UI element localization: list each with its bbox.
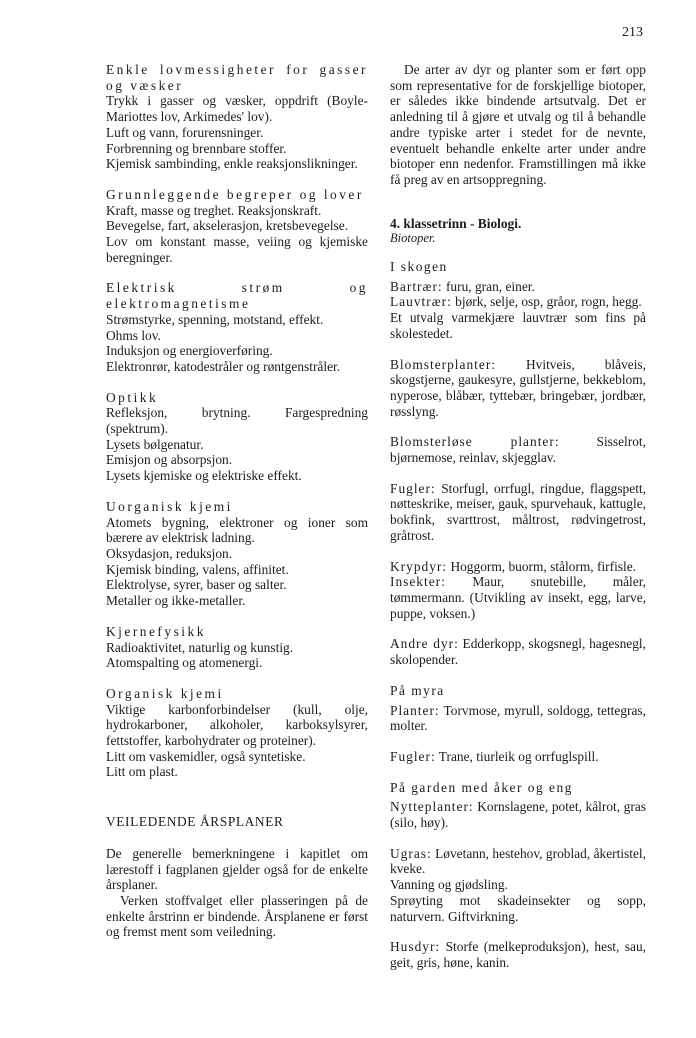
- species-group: [390, 749, 646, 765]
- species-group: [390, 357, 646, 420]
- topic-line: Metaller og ikke-metaller.: [106, 593, 246, 609]
- species-label: Fugler:: [390, 480, 436, 496]
- topic-line: Atomspalting og atomenergi.: [106, 655, 263, 671]
- plans-paragraph: De generelle bemerkningene i kapitlet om lærestoff i fagplanen gjelder også for de enkelte årsplaner.: [106, 845, 368, 893]
- topic-line: Induksjon og energioverføring.: [106, 343, 273, 359]
- biotope-heading: I skogen: [390, 259, 448, 275]
- species-line: [390, 846, 646, 877]
- topic-line: Strømstyrke, spenning, motstand, effekt.: [106, 311, 324, 327]
- topic-section: [106, 280, 368, 374]
- topic-section: [106, 686, 368, 780]
- species-line: [390, 636, 646, 667]
- species-label: Blomsterplanter:: [390, 356, 496, 372]
- right-column: [390, 62, 646, 986]
- topic-line: Litt om vaskemidler, også syntetiske.: [106, 748, 306, 764]
- species-group: [390, 799, 646, 830]
- section-heading: Organisk kjemi: [106, 685, 224, 701]
- species-line: [390, 799, 646, 830]
- biotope-heading: På myra: [390, 682, 445, 698]
- species-group: [390, 559, 646, 622]
- topic-line: Refleksjon, brytning. Fargespredning (spektrum).: [106, 405, 368, 437]
- topic-section: [106, 499, 368, 609]
- topic-line: Bevegelse, fart, akselerasjon, kretsbevegelse.: [106, 218, 349, 234]
- species-label: Husdyr:: [390, 939, 441, 955]
- topic-line: Atomets bygning, elektroner og ioner som bærere av elektrisk ladning.: [106, 514, 368, 546]
- species-line: [390, 939, 646, 970]
- species-text: Løvetann, hestehov, groblad, åkertistel, kveke.: [390, 845, 646, 877]
- species-label: Planter:: [390, 702, 440, 718]
- species-line: [390, 357, 646, 420]
- section-heading: Kjernefysikk: [106, 623, 206, 639]
- species-label: Nytteplanter:: [390, 799, 474, 815]
- topic-line: Kraft, masse og treghet. Reaksjonskraft.: [106, 202, 322, 218]
- section-heading: Enkle lovmessigheter for gasser og væsker: [106, 62, 368, 93]
- topic-line: Litt om plast.: [106, 764, 178, 780]
- species-label: Blomsterløse planter:: [390, 434, 560, 450]
- biotope-heading: På garden med åker og eng: [390, 779, 573, 795]
- topic-line: Elektronrør, katodestråler og røntgenstråler.: [106, 358, 341, 374]
- species-line: [390, 279, 646, 295]
- topic-section: [106, 187, 368, 266]
- species-label: Fugler:: [390, 748, 436, 764]
- species-line: [390, 877, 646, 893]
- species-group: [390, 636, 646, 667]
- species-text: Kornslagene, potet, kålrot, gras (silo, høy).: [390, 799, 646, 831]
- species-text: Vanning og gjødsling.: [390, 877, 508, 893]
- topic-line: Radioaktivitet, naturlig og kunstig.: [106, 639, 294, 655]
- species-text: Sisselrot, bjørnemose, reinlav, skjegglav.: [390, 434, 646, 466]
- topic-line: Trykk i gasser og væsker, oppdrift (Boyle-Mariottes lov, Arkimedes' lov).: [106, 93, 368, 125]
- topic-line: Oksydasjon, reduksjon.: [106, 545, 233, 561]
- intro-paragraph: De arter av dyr og planter som er ført opp som representative for de forskjellige biotoper, er således ikke bindende artsutvalg. Det er anledning til å gjøre et utvalg og til å behandle andre typiske arter i stedet for de nevnte, eventuelt behandle enkelte arter under andre biotoper enn nedenfor. Framstillingen må ikke få preg av en artsoppregning.: [390, 62, 646, 187]
- species-label: Krypdyr:: [390, 558, 448, 574]
- species-text: Torvmose, myrull, soldogg, tettegras, molter.: [390, 702, 646, 734]
- topic-line: Luft og vann, forurensninger.: [106, 124, 264, 140]
- species-text: Trane, tiurleik og orrfuglspill.: [435, 748, 599, 764]
- species-text: Hvitveis, blåveis, skogstjerne, gaukesyre, gullstjerne, bekkeblom, nyperose, blåbær, tyttebær, bringebær, jordbær, røsslyng.: [390, 356, 646, 419]
- section-heading: Grunnleggende begreper og lover: [106, 186, 364, 202]
- species-label: Ugras:: [390, 845, 432, 861]
- section-heading: Elektrisk strøm og elektromagnetisme: [106, 280, 368, 312]
- species-label: Lauvtrær:: [390, 294, 452, 310]
- topic-line: Kjemisk binding, valens, affinitet.: [106, 561, 289, 577]
- species-label: Andre dyr:: [390, 636, 459, 652]
- species-text: Maur, snutebille, måler, tømmermann. (Utvikling av insekt, egg, larve, puppe, voksen.): [390, 574, 646, 621]
- species-line: [390, 434, 646, 465]
- species-line: [390, 559, 646, 575]
- species-group: [390, 939, 646, 970]
- topic-section: [106, 62, 368, 172]
- grade-heading: 4. klassetrinn - Biologi.: [390, 215, 522, 231]
- topic-section: [106, 390, 368, 484]
- species-group: [390, 846, 646, 925]
- species-line: [390, 703, 646, 734]
- topic-line: Lysets kjemiske og elektriske effekt.: [106, 468, 302, 484]
- species-group: [390, 703, 646, 734]
- species-text: Hoggorm, buorm, stålorm, firfisle.: [447, 558, 637, 574]
- species-text: Storfugl, orrfugl, ringdue, flaggspett, nøtteskrike, meiser, gauk, spurvehauk, kattugle, bokfink, svarttrost, måltrost, rødvingetrost, gråtrost.: [390, 480, 646, 543]
- species-text: Sprøyting mot skadeinsekter og sopp, naturvern. Giftvirkning.: [390, 892, 646, 924]
- plans-paragraph: Verken stoffvalget eller plasseringen på de enkelte årstrinn er bindende. Årsplanene er først og fremst ment som veiledning.: [106, 892, 368, 940]
- plans-heading: VEILEDENDE ÅRSPLANER: [106, 814, 284, 830]
- species-line: [390, 893, 646, 924]
- topic-line: Lysets bølgenatur.: [106, 436, 204, 452]
- species-group: [390, 481, 646, 544]
- biotope-label: Biotoper.: [390, 231, 436, 246]
- topic-line: Emisjon og absorpsjon.: [106, 452, 233, 468]
- species-label: Insekter:: [390, 574, 446, 590]
- topic-line: Lov om konstant masse, veiing og kjemiske beregninger.: [106, 234, 368, 265]
- species-group: [390, 434, 646, 465]
- section-heading: Optikk: [106, 389, 159, 405]
- topic-line: Elektrolyse, syrer, baser og salter.: [106, 577, 287, 593]
- topic-line: Ohms lov.: [106, 327, 161, 343]
- topic-section: [106, 624, 368, 671]
- left-column: [106, 62, 368, 940]
- species-text: bjørk, selje, osp, gråor, rogn, hegg.: [451, 294, 642, 310]
- topic-line: Viktige karbonforbindelser (kull, olje, hydrokarboner, alkoholer, karboksylsyrer, fettstoffer, karbohydrater og proteiner).: [106, 701, 368, 749]
- topic-line: Forbrenning og brennbare stoffer.: [106, 140, 287, 156]
- species-line: [390, 310, 646, 341]
- species-line: [390, 294, 646, 310]
- species-text: furu, gran, einer.: [442, 278, 535, 294]
- species-text: Storfe (melkeproduksjon), hest, sau, geit, gris, høne, kanin.: [390, 939, 646, 970]
- species-line: [390, 749, 646, 765]
- species-line: [390, 574, 646, 621]
- species-label: Bartrær:: [390, 278, 443, 294]
- topic-line: Kjemisk sambinding, enkle reaksjonslikninger.: [106, 156, 358, 172]
- species-text: Edderkopp, skogsnegl, hagesnegl, skolopender.: [390, 636, 646, 668]
- species-line: [390, 481, 646, 544]
- page-number: 213: [622, 25, 643, 40]
- species-text: Et utvalg varmekjære lauvtrær som fins på skolestedet.: [390, 310, 646, 341]
- section-heading: Uorganisk kjemi: [106, 498, 233, 514]
- species-group: [390, 279, 646, 342]
